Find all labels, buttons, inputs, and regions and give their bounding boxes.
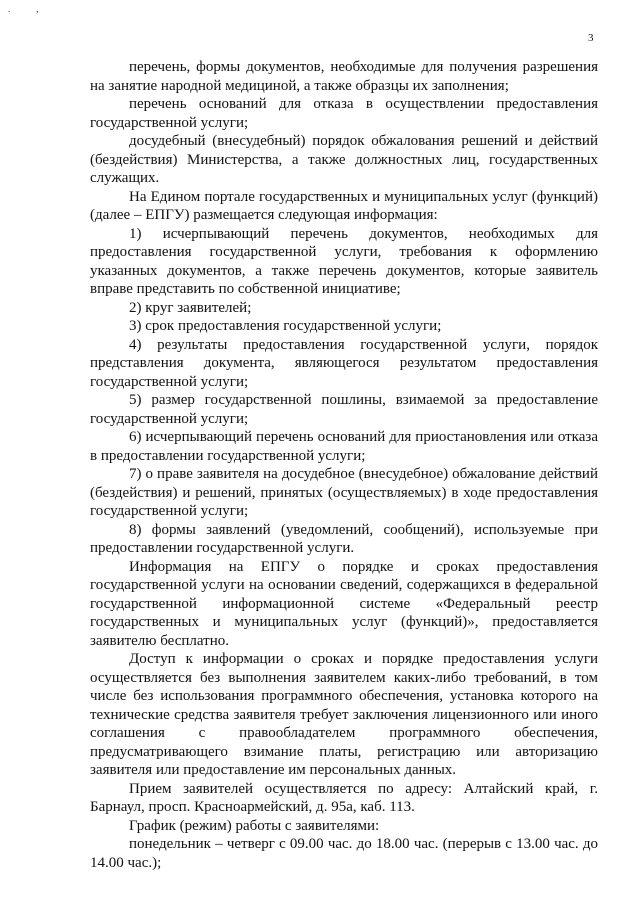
list-item: 2) круг заявителей;	[129, 299, 252, 316]
document-body	[90, 58, 598, 872]
paragraph: Доступ к информации о сроках и порядке предоставления услуги осуществляется без выполнения заявителем каких-либо требований, в том числе без использования программного обеспечения, установка которого на технические средства заявителя требует заключения лицензионного или иного соглашения с правообладателем программного обеспечения, предусматривающего взимание платы, регистрацию или авторизацию заявителя или предоставление им персональных данных.	[90, 651, 598, 778]
paragraph: понедельник – четверг с 09.00 час. до 18.00 час. (перерыв с 13.00 час. до 14.00 час.);	[90, 836, 598, 871]
paragraph: График (режим) работы с заявителями:	[129, 817, 380, 834]
paragraph: Информация на ЕПГУ о порядке и сроках предоставления государственной услуги на основании сведений, содержащихся в федеральной государственной информационной системе «Федеральный реестр государственных и муниципальных услуг (функций)», предоставляется заявителю бесплатно.	[90, 558, 598, 649]
paragraph: досудебный (внесудебный) порядок обжалования решений и действий (бездействия) Министерства, а также должностных лиц, государственных служащих.	[90, 133, 598, 186]
paragraph: Прием заявителей осуществляется по адресу: Алтайский край, г. Барнаул, просп. Красноармейский, д. 95а, каб. 113.	[90, 780, 598, 815]
scan-specks: .,	[8, 4, 65, 14]
paragraph: перечень оснований для отказа в осуществлении предоставления государственной услуги;	[90, 96, 598, 131]
paragraph: перечень, формы документов, необходимые для получения разрешения на занятие народной медициной, а также образцы их заполнения;	[90, 59, 598, 94]
list-item: 3) срок предоставления государственной услуги;	[129, 318, 442, 334]
paragraph: На Едином портале государственных и муниципальных услуг (функций) (далее – ЕПГУ) размещается следующая информация:	[90, 188, 598, 223]
list-item: 6) исчерпывающий перечень оснований для приостановления или отказа в предоставлении государственной услуги;	[90, 429, 598, 464]
list-item: 5) размер государственной пошлины, взимаемой за предоставление государственной услуги;	[90, 392, 598, 427]
list-item: 4) результаты предоставления государственной услуги, порядок представления документа, являющегося результатом предоставления государственной услуги;	[90, 336, 598, 390]
list-item: 1) исчерпывающий перечень документов, необходимых для предоставления государственной услуги, требования к оформлению указанных документов, а также перечень документов, которые заявитель вправе представить по собственной инициативе;	[90, 225, 598, 297]
list-item: 7) о праве заявителя на досудебное (внесудебное) обжалование действий (бездействия) и решений, принятых (осуществляемых) в ходе предоставления государственной услуги;	[90, 466, 598, 519]
page-number: 3	[588, 32, 594, 44]
list-item: 8) формы заявлений (уведомлений, сообщений), используемые при предоставлении государственной услуги.	[90, 521, 598, 556]
